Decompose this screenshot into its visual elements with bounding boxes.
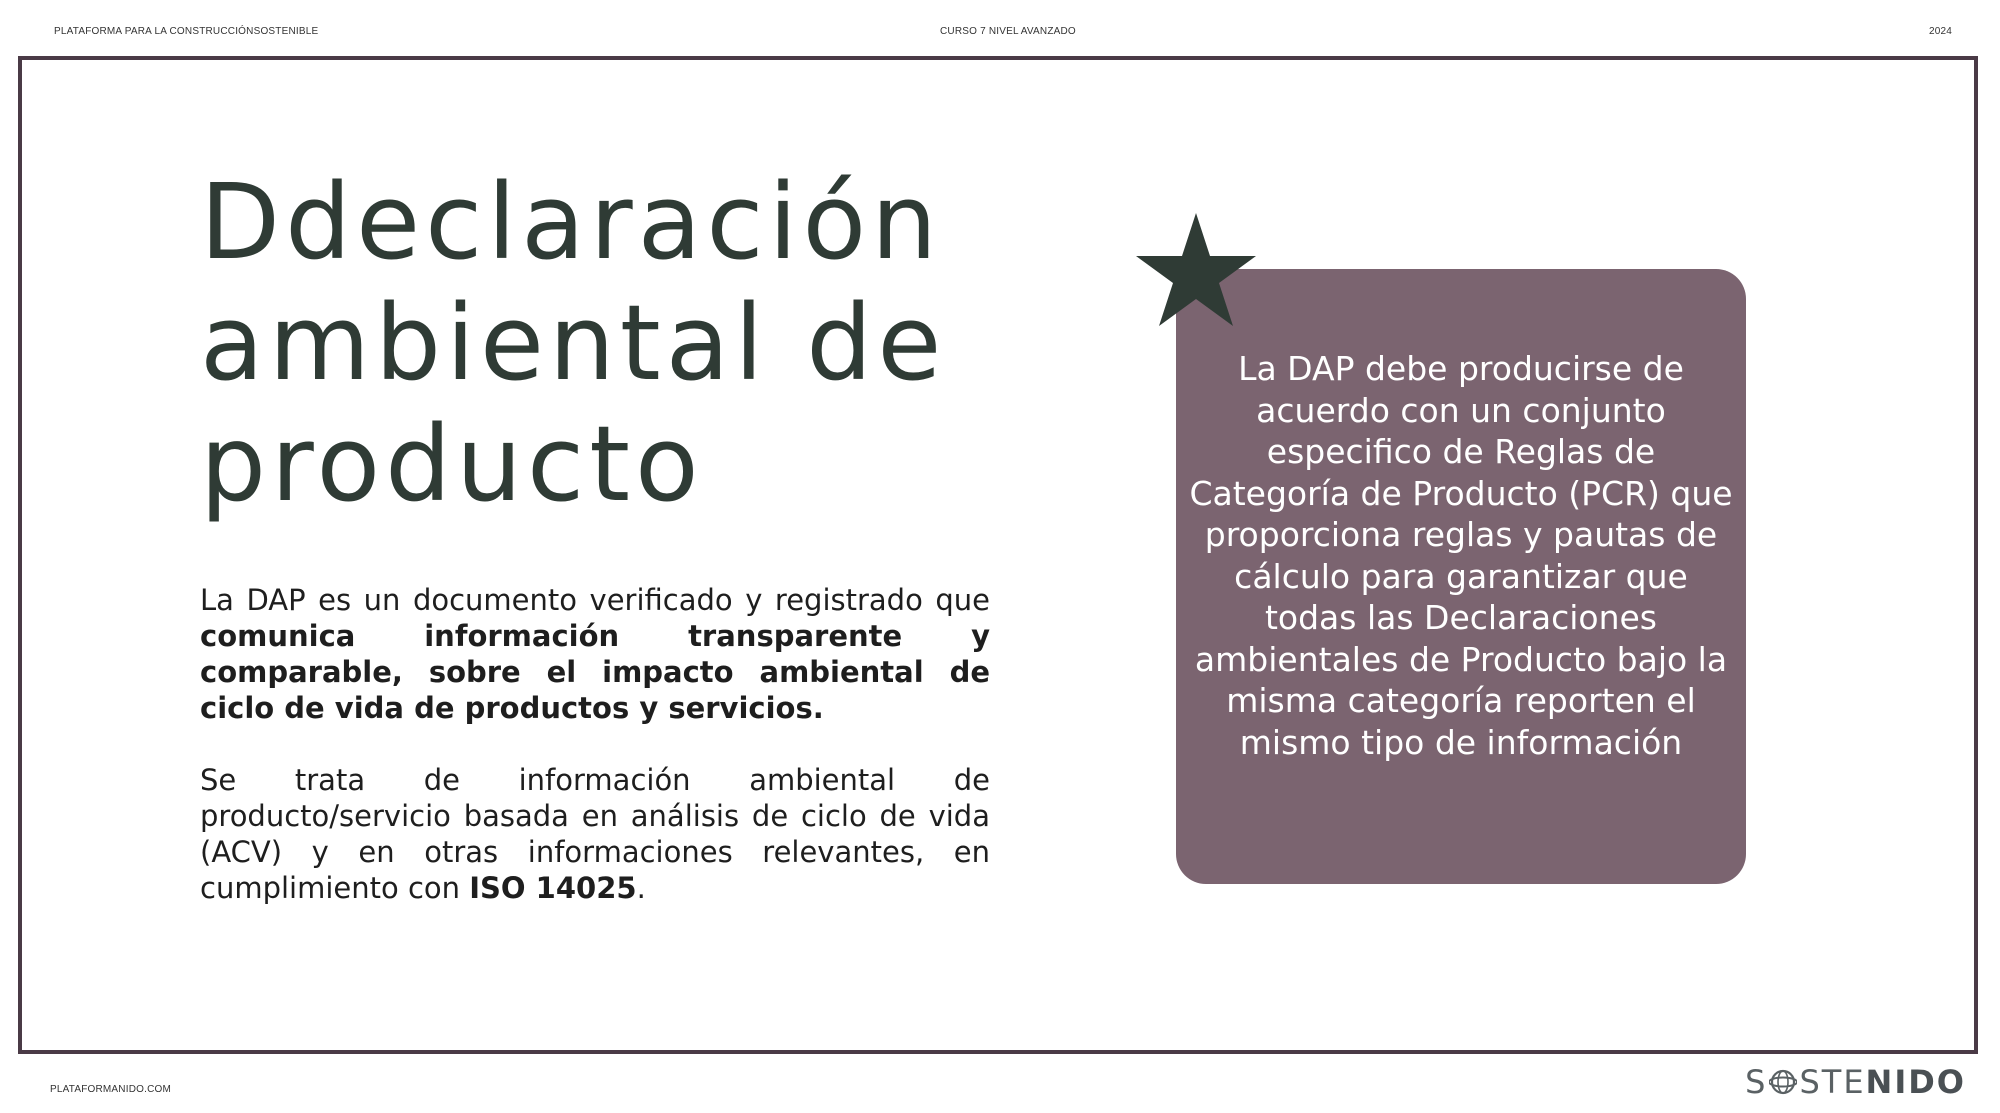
logo-text-bold: NIDO: [1865, 1063, 1966, 1101]
paragraph-definition: [200, 582, 990, 726]
callout-text: La DAP debe producirse de acuerdo con un conjunto especifico de Reglas de Categoría de Producto (PCR) que proporciona reglas y pautas de cálculo para garantizar que todas las Declaraciones ambientales de Producto bajo la misma categoría reporten el mismo tipo de información: [1189, 349, 1733, 762]
star-icon: [1134, 210, 1258, 328]
slide-title: [200, 162, 1020, 525]
paragraph-basis-bold: ISO 14025: [469, 871, 637, 905]
logo-letter-s: S: [1745, 1063, 1768, 1101]
paragraph-basis: [200, 762, 990, 906]
header-platform-name: PLATAFORMA PARA LA CONSTRUCCIÓNSOSTENIBLE: [54, 26, 319, 37]
footer-website: PLATAFORMANIDO.COM: [50, 1084, 172, 1095]
sostenido-logo: [1745, 1062, 1966, 1102]
paragraph-definition-bold: comunica información transparente y comparable, sobre el impacto ambiental de ciclo de vida de productos y servicios.: [200, 619, 990, 725]
header-course-name: CURSO 7 NIVEL AVANZADO: [940, 26, 1076, 37]
title-line-1: Ddeclaración: [200, 161, 942, 283]
header-year: 2024: [1928, 26, 1952, 37]
paragraph-basis-plain: Se trata de información ambiental de producto/servicio basada en análisis de ciclo de vida (ACV) y en otras informaciones relevantes, en cumplimiento con: [200, 763, 990, 905]
body-text: [200, 582, 990, 906]
logo-text-light: STE: [1799, 1063, 1866, 1101]
page-header: [54, 26, 1952, 42]
paragraph-basis-end: .: [636, 871, 646, 905]
paragraph-definition-plain: La DAP es un documento verificado y registrado que: [200, 583, 990, 617]
title-line-2: ambiental de: [200, 282, 947, 404]
globe-icon: [1769, 1068, 1797, 1096]
title-line-3: producto: [200, 403, 704, 525]
